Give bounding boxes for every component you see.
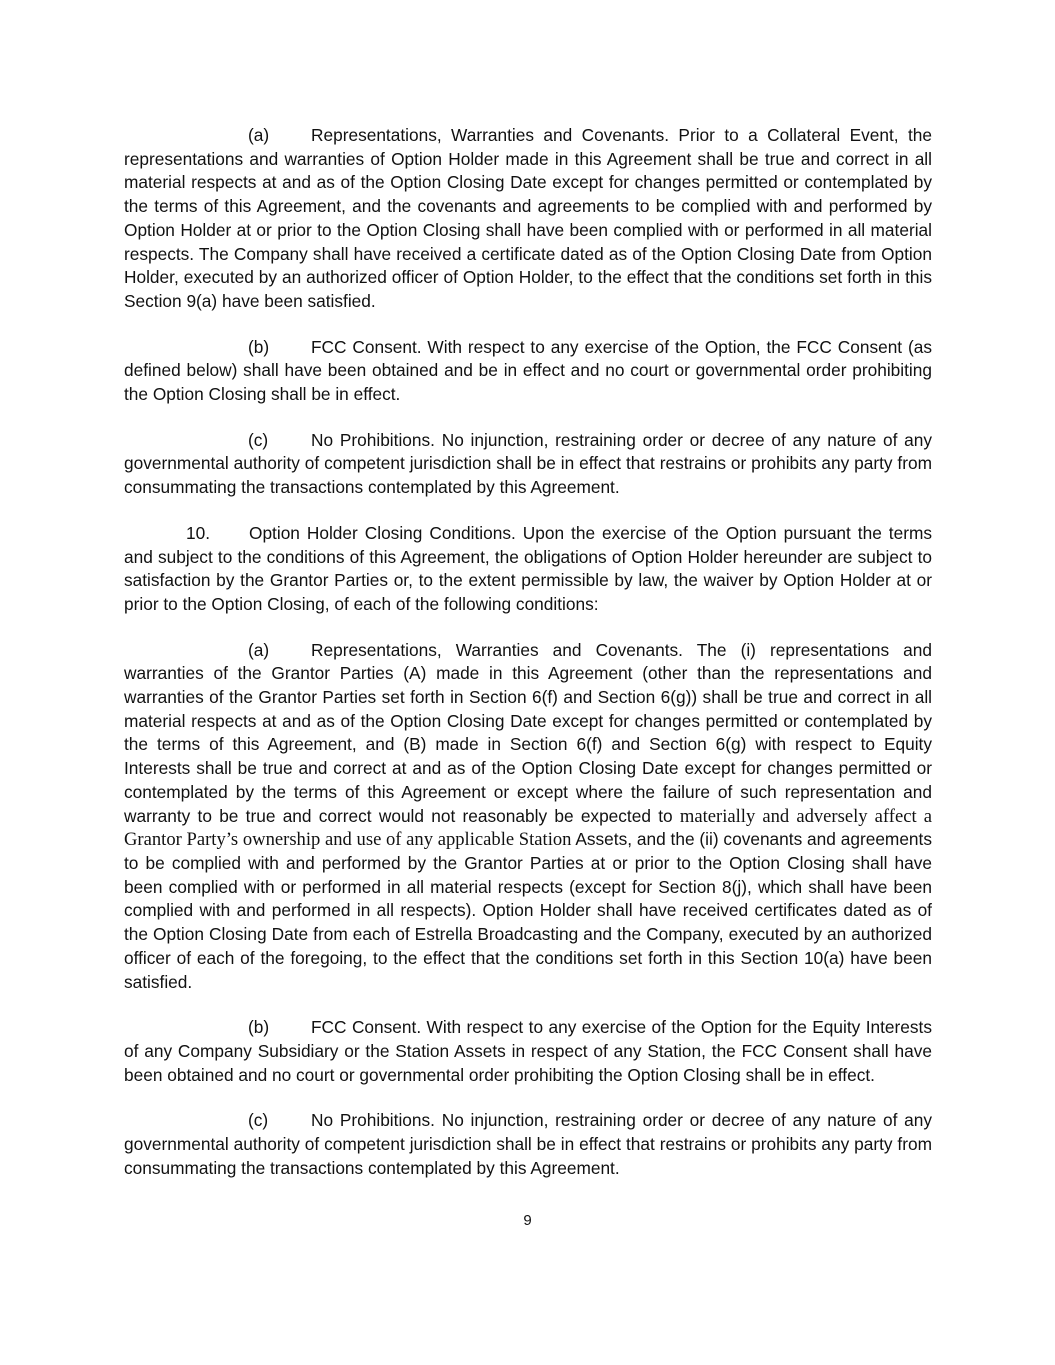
paragraph-10a — [124, 639, 932, 995]
paragraph-label: (c) — [248, 429, 269, 450]
section-10-heading-paragraph — [124, 522, 932, 617]
paragraph-text: Option Holder Closing Conditions. Upon the exercise of the Option pursuant the terms and subject to the conditions of this Agreement, the obligations of Option Holder hereunder are subject to satisfaction by the Grantor Parties or, to the extent permissible by law, the waiver by Option Holder at or prior to the Option Closing, of each of the following conditions: — [124, 522, 932, 614]
paragraph-text-part1: Representations, Warranties and Covenants. The (i) representations and warranties of the Grantor Parties (A) made in this Agreement (other than the representations and warranties of the Grantor Parties set forth in Section 6(f) and Section 6(g)) shall be true and correct in all material respects at and as of the Option Closing Date except for changes permitted or contemplated by the terms of this Agreement, and (B) made in Section 6(f) and Section 6(g) with respect to Equity Interests shall be true and correct at and as of the Option Closing Date except for changes permitted or contemplated by the terms of this Agreement or except where the failure of such representation and warranty to be true and correct would not reasonably be expected to — [124, 639, 932, 826]
section-number: 10. — [186, 522, 211, 543]
document-body — [124, 124, 932, 1180]
paragraph-text: No Prohibitions. No injunction, restraining order or decree of any nature of any governmental authority of competent jurisdiction shall be in effect that restrains or prohibits any party from consummating the transactions contemplated by this Agreement. — [124, 429, 932, 498]
paragraph-label: (b) — [248, 1017, 270, 1038]
paragraph-label: (b) — [248, 336, 270, 357]
paragraph-text-part2: materially and adversely affect a Grantor Party’s ownership and use of any applicable Station — [124, 805, 932, 851]
paragraph-text: Representations, Warranties and Covenants. Prior to a Collateral Event, the representations and warranties of Option Holder made in this Agreement shall be true and correct in all material respects at and as of the Option Closing Date except for changes permitted or contemplated by the terms of this Agreement, and the covenants and agreements to be complied with and performed by Option Holder at or prior to the Option Closing shall have been complied with or performed in all material respects. The Company shall have received a certificate dated as of the Option Closing Date from Option Holder, executed by an authorized officer of Option Holder, to the effect that the conditions set forth in this Section 9(a) have been satisfied. — [124, 125, 932, 311]
page-number: 9 — [523, 1212, 532, 1229]
paragraph-9c — [124, 429, 932, 500]
paragraph-label: (a) — [248, 639, 270, 660]
paragraph-label: (a) — [248, 125, 270, 145]
paragraph-10c — [124, 1109, 932, 1180]
paragraph-9a — [124, 124, 932, 314]
paragraph-9b — [124, 336, 932, 407]
paragraph-10b — [124, 1016, 932, 1087]
paragraph-text: FCC Consent. With respect to any exercise of the Option, the FCC Consent (as defined below) shall have been obtained and be in effect and no court or governmental order prohibiting the Option Closing shall be in effect. — [124, 336, 932, 405]
paragraph-text: FCC Consent. With respect to any exercise of the Option for the Equity Interests of any Company Subsidiary or the Station Assets in respect of any Station, the FCC Consent shall have been obtained and no court or governmental order prohibiting the Option Closing shall be in effect. — [124, 1017, 932, 1085]
paragraph-text-part3: Assets, and the (ii) covenants and agreements to be complied with and performed by the Grantor Parties at or prior to the Option Closing shall have been complied with or performed in all material respects (except for Section 8(j), which shall have been complied with and performed in all respects). Option Holder shall have received certificates dated as of the Option Closing Date from each of Estrella Broadcasting and the Company, executed by an authorized officer of each of the foregoing, to the effect that the conditions set forth in this Section 10(a) have been satisfied. — [124, 829, 932, 992]
paragraph-text: No Prohibitions. No injunction, restraining order or decree of any nature of any governmental authority of competent jurisdiction shall be in effect that restrains or prohibits any party from consummating the transactions contemplated by this Agreement. — [124, 1110, 932, 1178]
paragraph-label: (c) — [248, 1110, 269, 1131]
